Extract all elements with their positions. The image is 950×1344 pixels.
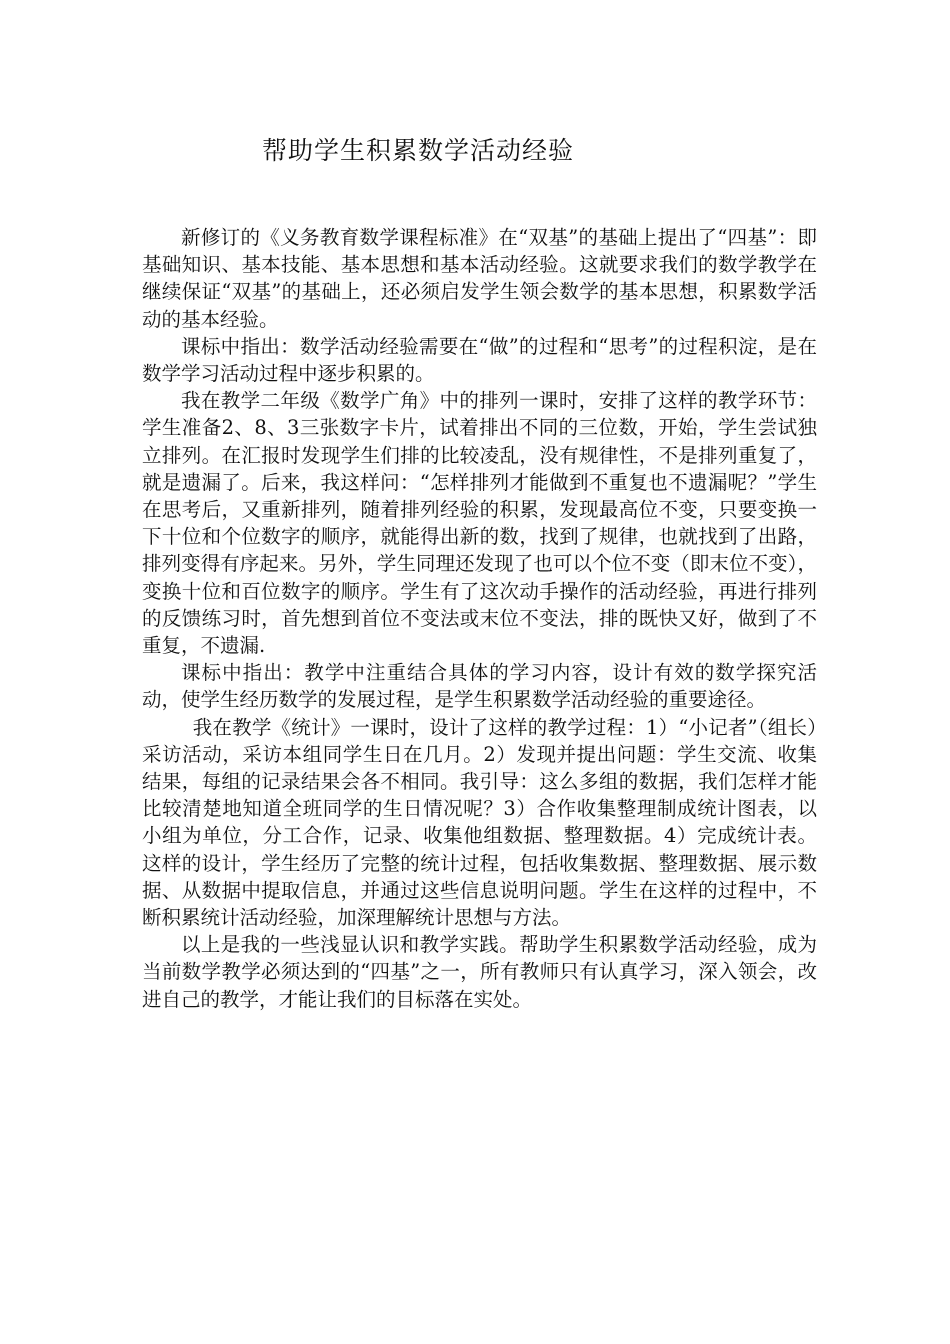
document-body [142, 224, 817, 1013]
paragraph-conclusion: 以上是我的一些浅显认识和教学实践。帮助学生积累数学活动经验，成为当前数学教学必须达到的“四基”之一，所有教师只有认真学习，深入领会，改进自己的教学，才能让我们的目标落在实处。 [142, 933, 817, 1011]
paragraph-standard-note-2: 课标中指出：教学中注重结合具体的学习内容，设计有效的数学探究活动，使学生经历数学的发展过程，是学生积累数学活动经验的重要途径。 [142, 661, 817, 712]
paragraph-standard-note-1: 课标中指出：数学活动经验需要在“做”的过程和“思考”的过程积淀，是在数学学习活动过程中逐步积累的。 [142, 334, 817, 386]
paragraph-intro: 新修订的《义务教育数学课程标准》在“双基”的基础上提出了“四基”：即基础知识、基本技能、基本思想和基本活动经验。这就要求我们的数学教学在继续保证“双基”的基础上，还必须启发学生领会数学的基本思想，积累数学活动的基本经验。 [142, 226, 817, 331]
document-title: 帮助学生积累数学活动经验 [262, 136, 575, 165]
paragraph-permutation-lesson: 我在教学二年级《数学广角》中的排列一课时，安排了这样的教学环节：学生准备2、8、3三张数字卡片，试着排出不同的三位数，开始，学生尝试独立排列。在汇报时发现学生们排的比较凌乱，没有规律性，不是排列重复了，就是遗漏了。后来，我这样问：“怎样排列才能做到不重复也不遗漏呢？”学生在思考后，又重新排列，随着排列经验的积累，发现最高位不变，只要变换一下十位和个位数字的顺序，就能得出新的数，找到了规律，也就找到了出路，排列变得有序起来。另外，学生同理还发现了也可以个位不变（即末位不变），变换十位和百位数字的顺序。学生有了这次动手操作的活动经验，再进行排列的反馈练习时，首先想到首位不变法或末位不变法，排的既快又好，做到了不重复，不遗漏. [142, 389, 817, 658]
paragraph-statistics-lesson: 我在教学《统计》一课时，设计了这样的教学过程：1）“小记者”（组长）采访活动，采访本组同学生日在几月。2）发现并提出问题：学生交流、收集结果，每组的记录结果会各不相同。我引导：这么多组的数据，我们怎样才能比较清楚地知道全班同学的生日情况呢？3）合作收集整理制成统计图表，以小组为单位，分工合作，记录、收集他组数据、整理数据。4）完成统计表。这样的设计，学生经历了完整的统计过程，包括收集数据、整理数据、展示数据、从数据中提取信息，并通过这些信息说明问题。学生在这样的过程中，不断积累统计活动经验，加深理解统计思想与方法。 [142, 715, 817, 930]
